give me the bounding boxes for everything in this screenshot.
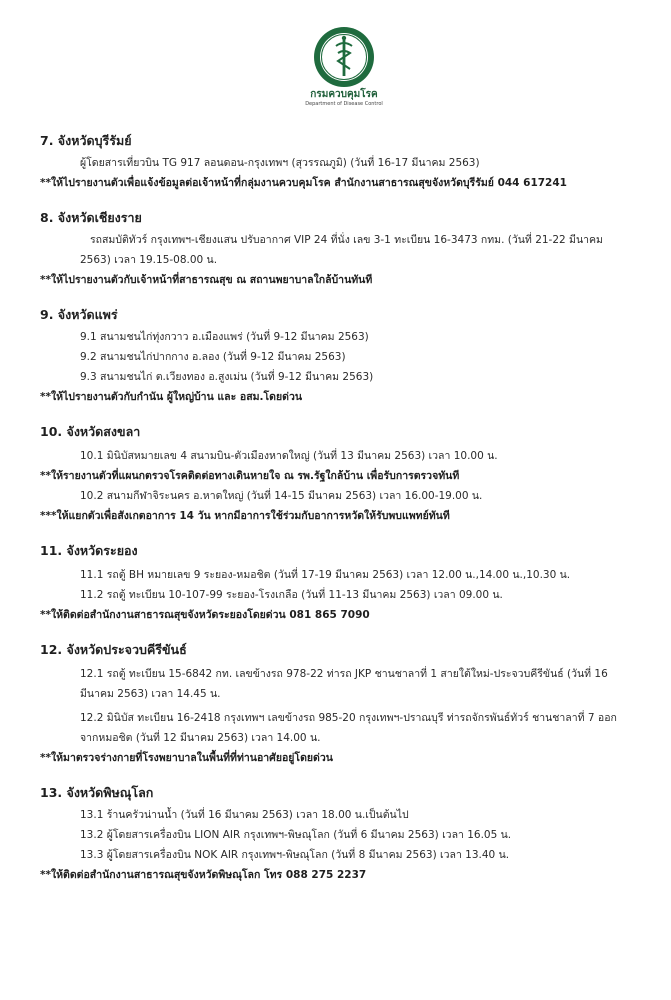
section-title: 13. จังหวัดพิษณุโลก: [40, 785, 154, 800]
list-item-continued: มีนาคม 2563) เวลา 14.45 น.: [80, 688, 221, 700]
section-title: 12. จังหวัดประจวบคีรีขันธ์: [40, 642, 187, 657]
section-note: **ให้ไปรายงานตัวกับเจ้าหน้าที่สาธารณสุข ณ สถานพยาบาลใกล้บ้านทันที: [40, 274, 373, 286]
ddc-seal-icon: [313, 26, 375, 88]
list-item: 9.2 สนามชนไก่ปากกาง อ.ลอง (วันที่ 9-12 มีนาคม 2563): [80, 351, 346, 363]
logo-title: กรมควบคุมโรค: [310, 89, 378, 100]
department-logo: [304, 26, 384, 108]
section-line: รถสมบัติทัวร์ กรุงเทพฯ-เชียงแสน ปรับอากาศ VIP 24 ที่นั่ง เลข 3-1 ทะเบียน 16-3473 กทม. (วันที่ 21-22 มีนาคม: [90, 234, 603, 246]
section-line: ผู้โดยสารเที่ยวบิน TG 917 ลอนดอน-กรุงเทพฯ (สุวรรณภูมิ) (วันที่ 16-17 มีนาคม 2563): [80, 157, 480, 169]
list-item: 10.1 มินิบัสหมายเลข 4 สนามบิน-ตัวเมืองหาดใหญ่ (วันที่ 13 มีนาคม 2563) เวลา 10.00 น.: [80, 450, 498, 462]
list-item: 12.1 รถตู้ ทะเบียน 15-6842 กท. เลขข้างรถ 978-22 ท่ารถ JKP ชานชาลาที่ 1 สายใต้ใหม่-ประจวบคีรีขันธ์ (วันที่ 16: [80, 668, 608, 680]
section-note: **ให้รายงานตัวที่แผนกตรวจโรคติดต่อทางเดินหายใจ ณ รพ.รัฐใกล้บ้าน เพื่อรับการตรวจทันที: [40, 470, 460, 482]
section-title: 7. จังหวัดบุรีรัมย์: [40, 133, 132, 148]
list-item: 13.3 ผู้โดยสารเครื่องบิน NOK AIR กรุงเทพฯ-พิษณุโลก (วันที่ 8 มีนาคม 2563) เวลา 13.40 น.: [80, 849, 510, 861]
section-note: **ให้ติดต่อสำนักงานสาธารณสุขจังหวัดระยองโดยด่วน 081 865 7090: [40, 609, 370, 621]
list-item: 11.2 รถตู้ ทะเบียน 10-107-99 ระยอง-โรงเกลือ (วันที่ 11-13 มีนาคม 2563) เวลา 09.00 น.: [80, 589, 503, 601]
list-item-continued: จากหมอชิต (วันที่ 12 มีนาคม 2563) เวลา 14.00 น.: [80, 732, 321, 744]
section-note: **ให้ติดต่อสำนักงานสาธารณสุขจังหวัดพิษณุโลก โทร 088 275 2237: [40, 869, 367, 881]
list-item: 13.1 ร้านครัวน่านน้ำ (วันที่ 16 มีนาคม 2563) เวลา 18.00 น.เป็นต้นไป: [80, 809, 409, 821]
section-prachuap: [40, 641, 660, 768]
section-buriram: [40, 132, 660, 193]
list-item: 9.1 สนามชนไก่ทุ่งกวาว อ.เมืองแพร่ (วันที่ 9-12 มีนาคม 2563): [80, 331, 369, 343]
section-chiangrai: [40, 209, 660, 290]
section-note: **ให้มาตรวจร่างกายที่โรงพยาบาลในพื้นที่ที่ท่านอาศัยอยู่โดยด่วน: [40, 752, 333, 764]
section-title: 9. จังหวัดแพร่: [40, 307, 118, 322]
announcement-body: [40, 132, 660, 901]
list-item: 12.2 มินิบัส ทะเบียน 16-2418 กรุงเทพฯ เลขข้างรถ 985-20 กรุงเทพฯ-ปราณบุรี ท่ารถจักรพันธ์ทัวร์ ชานชาลาที่ 7 ออก: [80, 712, 617, 724]
section-line: 2563) เวลา 19.15-08.00 น.: [80, 254, 218, 266]
section-phitsanulok: [40, 784, 660, 885]
list-item: 11.1 รถตู้ BH หมายเลข 9 ระยอง-หมอชิต (วันที่ 17-19 มีนาคม 2563) เวลา 12.00 น.,14.00 น.,10.30 น.: [80, 569, 571, 581]
list-item: 10.2 สนามกีฬาจิระนคร อ.หาดใหญ่ (วันที่ 14-15 มีนาคม 2563) เวลา 16.00-19.00 น.: [80, 490, 483, 502]
section-rayong: [40, 542, 660, 625]
list-item: 9.3 สนามชนไก่ ต.เวียงทอง อ.สูงเม่น (วันที่ 9-12 มีนาคม 2563): [80, 371, 374, 383]
logo-subtitle: Department of Disease Control: [305, 101, 383, 107]
section-title: 10. จังหวัดสงขลา: [40, 424, 141, 439]
section-phrae: [40, 306, 660, 407]
section-note: **ให้ไปรายงานตัวเพื่อแจ้งข้อมูลต่อเจ้าหน้าที่กลุ่มงานควบคุมโรค สำนักงานสาธารณสุขจังหวัดบุรีรัมย์ 044 617241: [40, 177, 567, 189]
section-songkhla: [40, 423, 660, 526]
section-title: 11. จังหวัดระยอง: [40, 543, 138, 558]
section-note: **ให้ไปรายงานตัวกับกำนัน ผู้ใหญ่บ้าน และ อสม.โดยด่วน: [40, 391, 303, 403]
list-item: 13.2 ผู้โดยสารเครื่องบิน LION AIR กรุงเทพฯ-พิษณุโลก (วันที่ 6 มีนาคม 2563) เวลา 16.05 น.: [80, 829, 512, 841]
section-note: ***ให้แยกตัวเพื่อสังเกตอาการ 14 วัน หากมีอาการใช้ร่วมกับอาการหวัดให้รับพบแพทย์ทันที: [40, 510, 450, 522]
section-title: 8. จังหวัดเชียงราย: [40, 210, 142, 225]
